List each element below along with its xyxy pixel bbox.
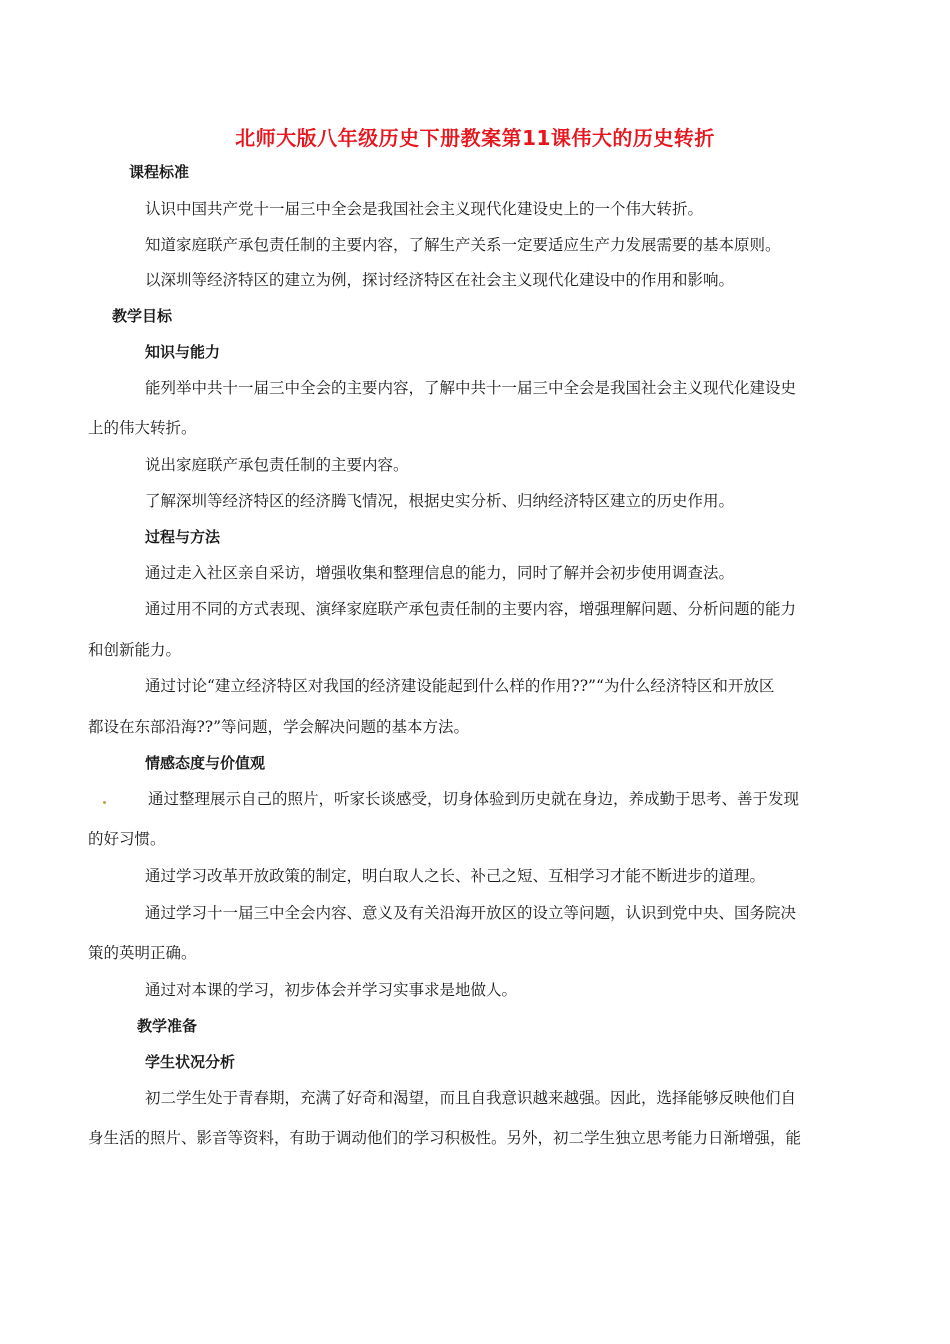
heading-teaching-preparation: 教学准备 — [137, 1017, 198, 1035]
paragraph-line: 通过学习改革开放政策的制定，明白取人之长、补己之短、互相学习才能不断进步的道理。 — [145, 867, 766, 885]
paragraph-line: 和创新能力。 — [88, 641, 182, 659]
paragraph-line: 认识中国共产党十一届三中全会是我国社会主义现代化建设史上的一个伟大转折。 — [145, 200, 704, 218]
heading-knowledge-ability: 知识与能力 — [145, 343, 221, 361]
paragraph-line: 知道家庭联产承包责任制的主要内容，了解生产关系一定要适应生产力发展需要的基本原则。 — [145, 236, 781, 254]
paragraph-line: 初二学生处于青春期，充满了好奇和渴望，而且自我意识越来越强。因此，选择能够反映他们自 — [145, 1089, 797, 1107]
heading-teaching-goals: 教学目标 — [112, 307, 173, 325]
heading-process-method: 过程与方法 — [145, 528, 221, 546]
paragraph-line: 通过整理展示自己的照片，听家长谈感受，切身体验到历史就在身边，养成勤于思考、善于发现 — [148, 790, 800, 808]
paragraph-line: 都设在东部沿海??”等问题，学会解决问题的基本方法。 — [88, 718, 470, 736]
stray-mark — [103, 801, 106, 804]
paragraph-line: 以深圳等经济特区的建立为例，探讨经济特区在社会主义现代化建设中的作用和影响。 — [145, 271, 735, 289]
document-title: 北师大版八年级历史下册教案第11课伟大的历史转折 — [235, 126, 715, 150]
heading-curriculum-standard: 课程标准 — [129, 163, 190, 181]
paragraph-line: 通过学习十一届三中全会内容、意义及有关沿海开放区的设立等问题，认识到党中央、国务院决 — [145, 904, 797, 922]
paragraph-line: 能列举中共十一届三中全会的主要内容，了解中共十一届三中全会是我国社会主义现代化建设史 — [145, 379, 797, 397]
heading-emotion-values: 情感态度与价值观 — [145, 754, 266, 772]
paragraph-line: 说出家庭联产承包责任制的主要内容。 — [145, 456, 409, 474]
paragraph-line: 了解深圳等经济特区的经济腾飞情况，根据史实分析、归纳经济特区建立的历史作用。 — [145, 492, 735, 510]
paragraph-line: 身生活的照片、影音等资料，有助于调动他们的学习积极性。另外，初二学生独立思考能力日渐增强，能 — [88, 1129, 802, 1147]
heading-student-analysis: 学生状况分析 — [145, 1053, 236, 1071]
paragraph-line: 上的伟大转折。 — [88, 419, 197, 437]
paragraph-line: 通过走入社区亲自采访，增强收集和整理信息的能力，同时了解并会初步使用调查法。 — [145, 564, 735, 582]
paragraph-line: 通过对本课的学习，初步体会并学习实事求是地做人。 — [145, 981, 518, 999]
paragraph-line: 通过讨论“建立经济特区对我国的经济建设能起到什么样的作用??”“为什么经济特区和开放区 — [145, 677, 775, 695]
paragraph-line: 的好习惯。 — [88, 830, 166, 848]
paragraph-line: 通过用不同的方式表现、演绎家庭联产承包责任制的主要内容，增强理解问题、分析问题的能力 — [145, 600, 797, 618]
paragraph-line: 策的英明正确。 — [88, 944, 197, 962]
